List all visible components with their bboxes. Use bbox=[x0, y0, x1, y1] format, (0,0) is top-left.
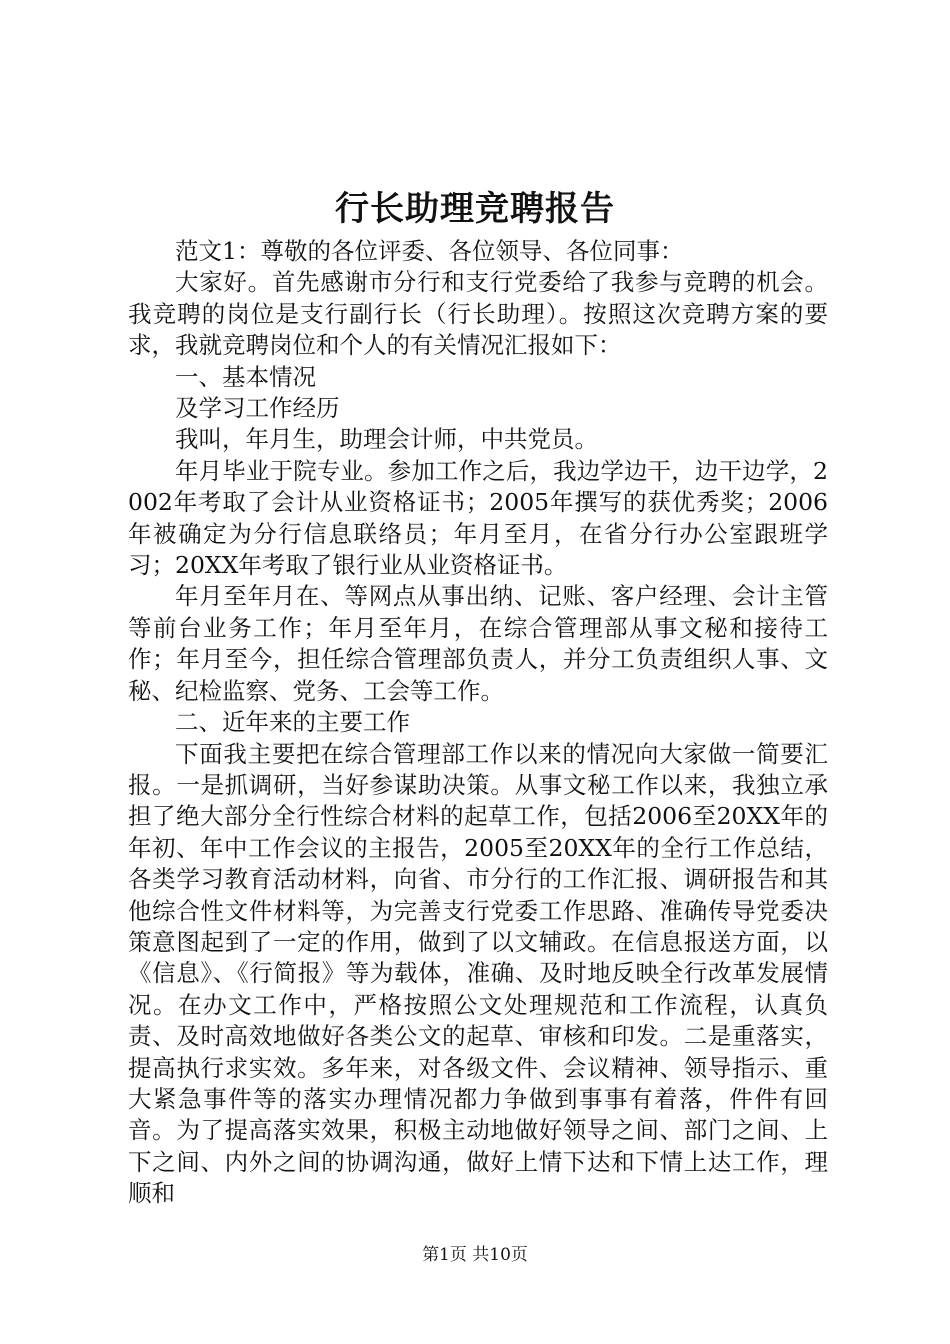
page-footer: 第1页 共10页 bbox=[422, 1245, 528, 1265]
paragraph-salutation: 范文1：尊敬的各位评委、各位领导、各位同事： bbox=[175, 237, 684, 265]
paragraph-work-history: 年月至年月在、等网点从事出纳、记账、客户经理、会计主管等前台业务工作；年月至年月，在综合管理部从事文秘和接待工作；年月至今，担任综合管理部负责人，并分工负责组织人事、文秘、纪检监察、党务、工会等工作。 bbox=[128, 582, 828, 705]
paragraph-main-work: 下面我主要把在综合管理部工作以来的情况向大家做一简要汇报。一是抓调研，当好参谋助决策。从事文秘工作以来，我独立承担了绝大部分全行性综合材料的起草工作，包括2006至20XX年的年初、年中工作会议的主报告，2005至20XX年的全行工作总结，各类学习教育活动材料，向省、市分行的工作汇报、调研报告和其他综合性文件材料等，为完善支行党委工作思路、准确传导党委决策意图起到了一定的作用，做到了以文辅政。在信息报送方面，以《信息》、《行简报》等为载体，准确、及时地反映全行改革发展情况。在办文工作中，严格按照公文处理规范和工作流程，认真负责、及时高效地做好各类公文的起草、审核和印发。二是重落实，提高执行求实效。多年来，对各级文件、会议精神、领导指示、重大紧急事件等的落实办理情况都力争做到事事有着落，件件有回音。为了提高落实效果，积极主动地做好领导之间、部门之间、上下之间、内外之间的协调沟通，做好上情下达和下情上达工作，理顺和 bbox=[128, 739, 828, 1208]
section-heading-continued: 及学习工作经历 bbox=[175, 394, 340, 423]
paragraph-greeting: 大家好。首先感谢市分行和支行党委给了我参与竞聘的机会。我竞聘的岗位是支行副行长（行长助理）。按照这次竞聘方案的要求，我就竞聘岗位和个人的有关情况汇报如下： bbox=[128, 268, 828, 360]
paragraph-education: 年月毕业于院专业。参加工作之后，我边学边干，边干边学，2002年考取了会计从业资格证书；2005年撰写的获优秀奖；2006年被确定为分行信息联络员；年月至月，在省分行办公室跟班学习；20XX年考取了银行业从业资格证书。 bbox=[128, 456, 828, 580]
paragraph-personal-info: 我叫，年月生，助理会计师，中共党员。 bbox=[175, 425, 598, 454]
document-title: 行长助理竞聘报告 bbox=[335, 189, 615, 229]
section-heading-basic-info: 一、基本情况 bbox=[175, 362, 316, 391]
section-heading-main-work: 二、近年来的主要工作 bbox=[175, 708, 410, 737]
document-body bbox=[128, 236, 828, 1210]
